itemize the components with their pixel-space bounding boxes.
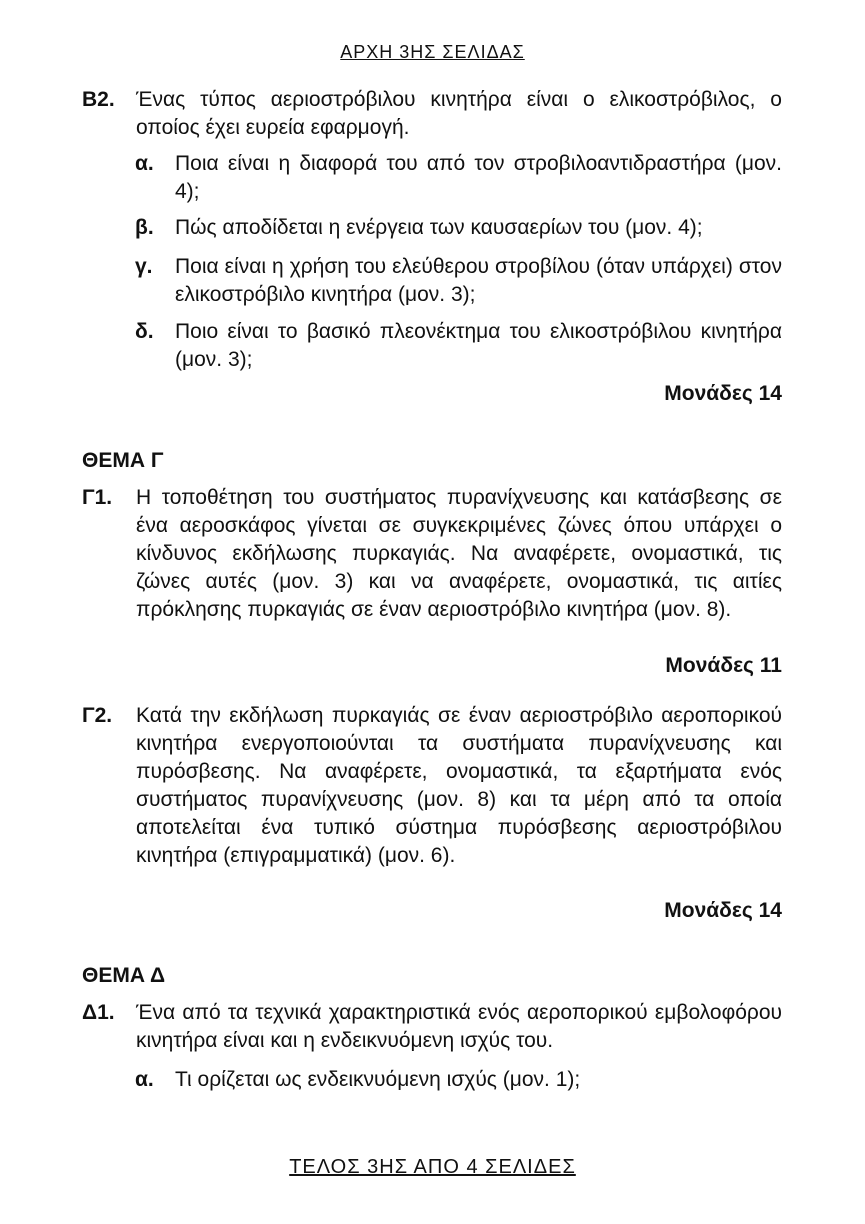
subquestion-label: β. — [135, 216, 154, 239]
question-c2 — [82, 702, 782, 870]
subquestion-label: α. — [135, 152, 154, 175]
question-c1 — [82, 484, 782, 624]
subquestion-b2-d — [135, 318, 782, 374]
subquestion-b2-c — [135, 253, 782, 309]
question-label: Γ1. — [82, 486, 113, 509]
question-label: Β2. — [82, 88, 115, 111]
subquestion-label: α. — [135, 1068, 154, 1091]
subquestion-text: Ποια είναι η διαφορά του από τον στροβιλοαντιδραστήρα (μον. 4); — [175, 152, 782, 203]
subquestion-b2-a — [135, 150, 782, 206]
subquestion-text: Τι ορίζεται ως ενδεικνυόμενη ισχύς (μον. 1); — [175, 1068, 581, 1091]
question-d1 — [82, 999, 782, 1055]
subquestion-text: Ποιο είναι το βασικό πλεονέκτημα του ελικοστρόβιλου κινητήρα (μον. 3); — [175, 320, 782, 371]
section-heading-d: ΘΕΜΑ Δ — [82, 964, 166, 987]
subquestion-label: γ. — [135, 255, 153, 278]
section-heading-c: ΘΕΜΑ Γ — [82, 449, 164, 472]
question-label: Γ2. — [82, 704, 113, 727]
marks-c1: Μονάδες 11 — [665, 654, 782, 677]
subquestion-b2-b — [135, 214, 782, 242]
subquestion-label: δ. — [135, 320, 154, 343]
question-b2 — [82, 86, 782, 142]
question-text: Ένας τύπος αεριοστρόβιλου κινητήρα είναι ο ελικοστρόβιλος, ο οποίος έχει ευρεία εφαρμογή. — [136, 88, 782, 139]
marks-b2: Μονάδες 14 — [664, 382, 782, 405]
marks-c2: Μονάδες 14 — [664, 899, 782, 922]
page-header: ΑΡΧΗ 3ΗΣ ΣΕΛΙΔΑΣ — [340, 42, 525, 62]
question-text: Κατά την εκδήλωση πυρκαγιάς σε έναν αεριοστρόβιλο αεροπορικού κινητήρα ενεργοποιούνται τα συστήματα πυρανίχνευσης και πυρόσβεσης. Να αναφέρετε, ονομαστικά, τα εξαρτήματα ενός συστήματος πυρανίχνευσης (μον. 8) και τα μέρη από τα οποία αποτελείται ένα τυπικό σύστημα πυρόσβεσης αεριοστρόβιλου κινητήρα (επιγραμματικά) (μον. 6). — [136, 704, 782, 867]
question-text: Η τοποθέτηση του συστήματος πυρανίχνευσης και κατάσβεσης σε ένα αεροσκάφος γίνεται σε συγκεκριμένες ζώνες όπου υπάρχει ο κίνδυνος εκδήλωσης πυρκαγιάς. Να αναφέρετε, ονομαστικά, τις ζώνες αυτές (μον. 3) και να αναφέρετε, ονομαστικά, τις αιτίες πρόκλησης πυρκαγιάς σε έναν αεριοστρόβιλο κινητήρα (μον. 8). — [136, 486, 782, 621]
question-label: Δ1. — [82, 1001, 115, 1024]
question-text: Ένα από τα τεχνικά χαρακτηριστικά ενός αεροπορικού εμβολοφόρου κινητήρα είναι και η ενδεικνυόμενη ισχύς του. — [136, 1001, 782, 1052]
page-footer: ΤΕΛΟΣ 3ΗΣ ΑΠΟ 4 ΣΕΛΙΔΕΣ — [289, 1156, 576, 1178]
subquestion-text: Πώς αποδίδεται η ενέργεια των καυσαερίων του (μον. 4); — [175, 216, 703, 239]
subquestion-text: Ποια είναι η χρήση του ελεύθερου στροβίλου (όταν υπάρχει) στον ελικοστρόβιλο κινητήρα (μον. 3); — [175, 255, 782, 306]
subquestion-d1-a — [135, 1066, 782, 1094]
